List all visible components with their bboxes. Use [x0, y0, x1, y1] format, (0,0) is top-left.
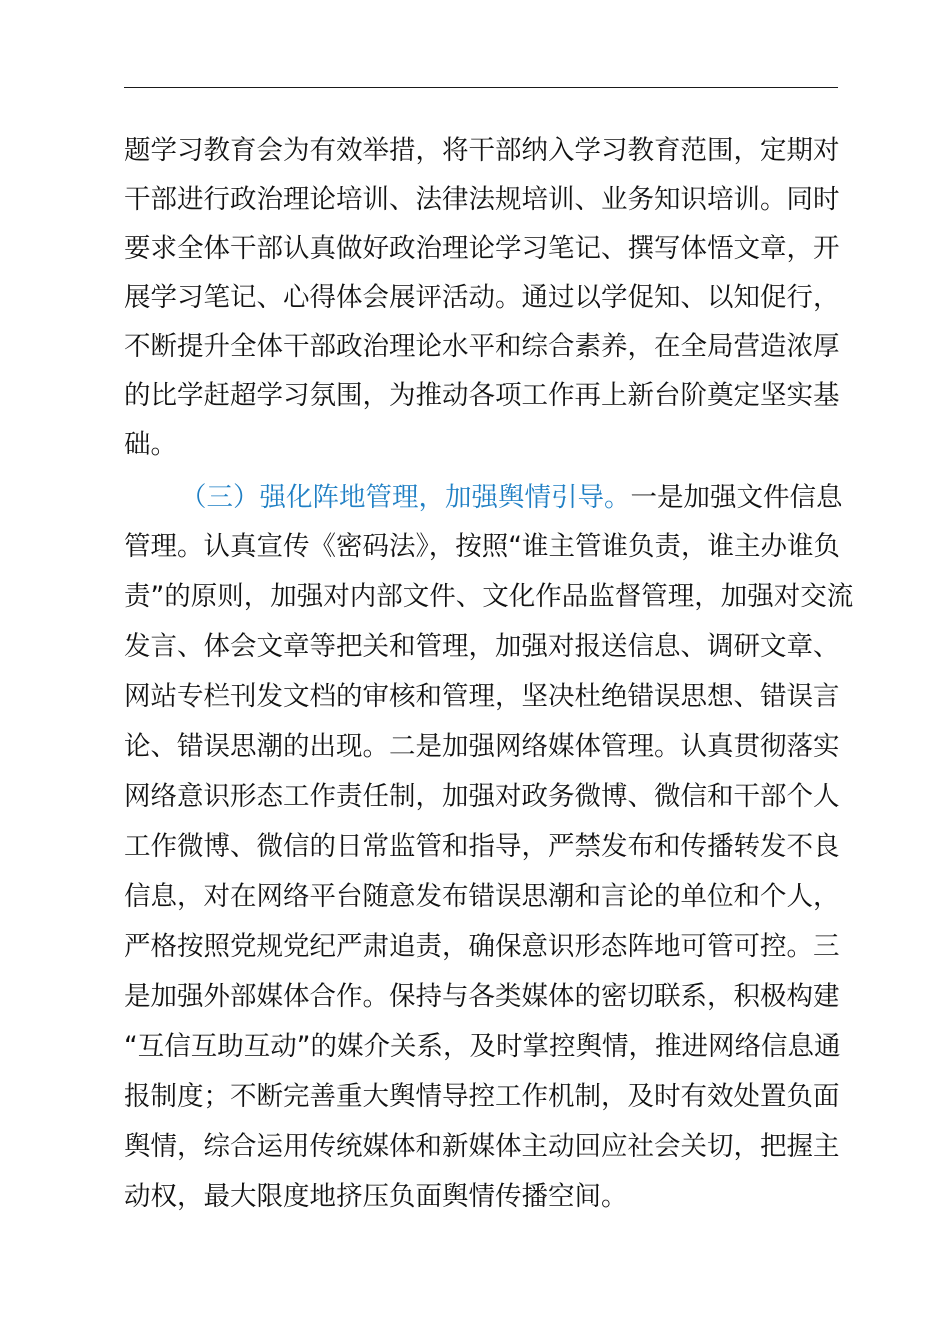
- section-heading: （三）强化阵地管理，加强舆情引导。: [180, 482, 631, 513]
- paragraph-line: 要求全体干部认真做好政治理论学习笔记、撰写体悟文章，开: [124, 233, 840, 264]
- paragraph-line: 网络意识形态工作责任制，加强对政务微博、微信和干部个人: [124, 781, 840, 812]
- paragraph-line: 舆情，综合运用传统媒体和新媒体主动回应社会关切，把握主: [124, 1131, 840, 1162]
- paragraph-line: “互信互助互动”的媒介关系，及时掌控舆情，推进网络信息通: [124, 1031, 841, 1062]
- paragraph-line: 信息，对在网络平台随意发布错误思潮和言论的单位和个人，: [124, 881, 840, 912]
- paragraph-line: 管理。认真宣传《密码法》，按照“谁主管谁负责，谁主办谁负: [124, 531, 840, 562]
- paragraph-line: 发言、体会文章等把关和管理，加强对报送信息、调研文章、: [124, 631, 840, 662]
- header-rule: [124, 87, 838, 88]
- paragraph-line: 不断提升全体干部政治理论水平和综合素养，在全局营造浓厚: [124, 331, 840, 362]
- paragraph-line: 网站专栏刊发文档的审核和管理，坚决杜绝错误思想、错误言: [124, 681, 840, 712]
- paragraph-line: 是加强外部媒体合作。保持与各类媒体的密切联系，积极构建: [124, 981, 840, 1012]
- section-first-line-text: 一是加强文件信息: [630, 482, 843, 513]
- paragraph-line: 严格按照党规党纪严肃追责，确保意识形态阵地可管可控。三: [124, 931, 840, 962]
- section-first-line: [180, 473, 843, 523]
- paragraph-line: 的比学赶超学习氛围，为推动各项工作再上新台阶奠定坚实基: [124, 380, 840, 411]
- paragraph-line: 报制度；不断完善重大舆情导控工作机制，及时有效处置负面: [124, 1081, 840, 1112]
- paragraph-line: 工作微博、微信的日常监管和指导，严禁发布和传播转发不良: [124, 831, 840, 862]
- paragraph-line: 论、错误思潮的出现。二是加强网络媒体管理。认真贯彻落实: [124, 731, 840, 762]
- paragraph-line: 础。: [124, 429, 177, 460]
- paragraph-line: 干部进行政治理论培训、法律法规培训、业务知识培训。同时: [124, 184, 840, 215]
- paragraph-line: 展学习笔记、心得体会展评活动。通过以学促知、以知促行，: [124, 282, 840, 313]
- paragraph-line: 动权，最大限度地挤压负面舆情传播空间。: [124, 1181, 628, 1212]
- paragraph-line: 责”的原则，加强对内部文件、文化作品监督管理，加强对交流: [124, 581, 854, 612]
- paragraph-line: 题学习教育会为有效举措，将干部纳入学习教育范围，定期对: [124, 135, 840, 166]
